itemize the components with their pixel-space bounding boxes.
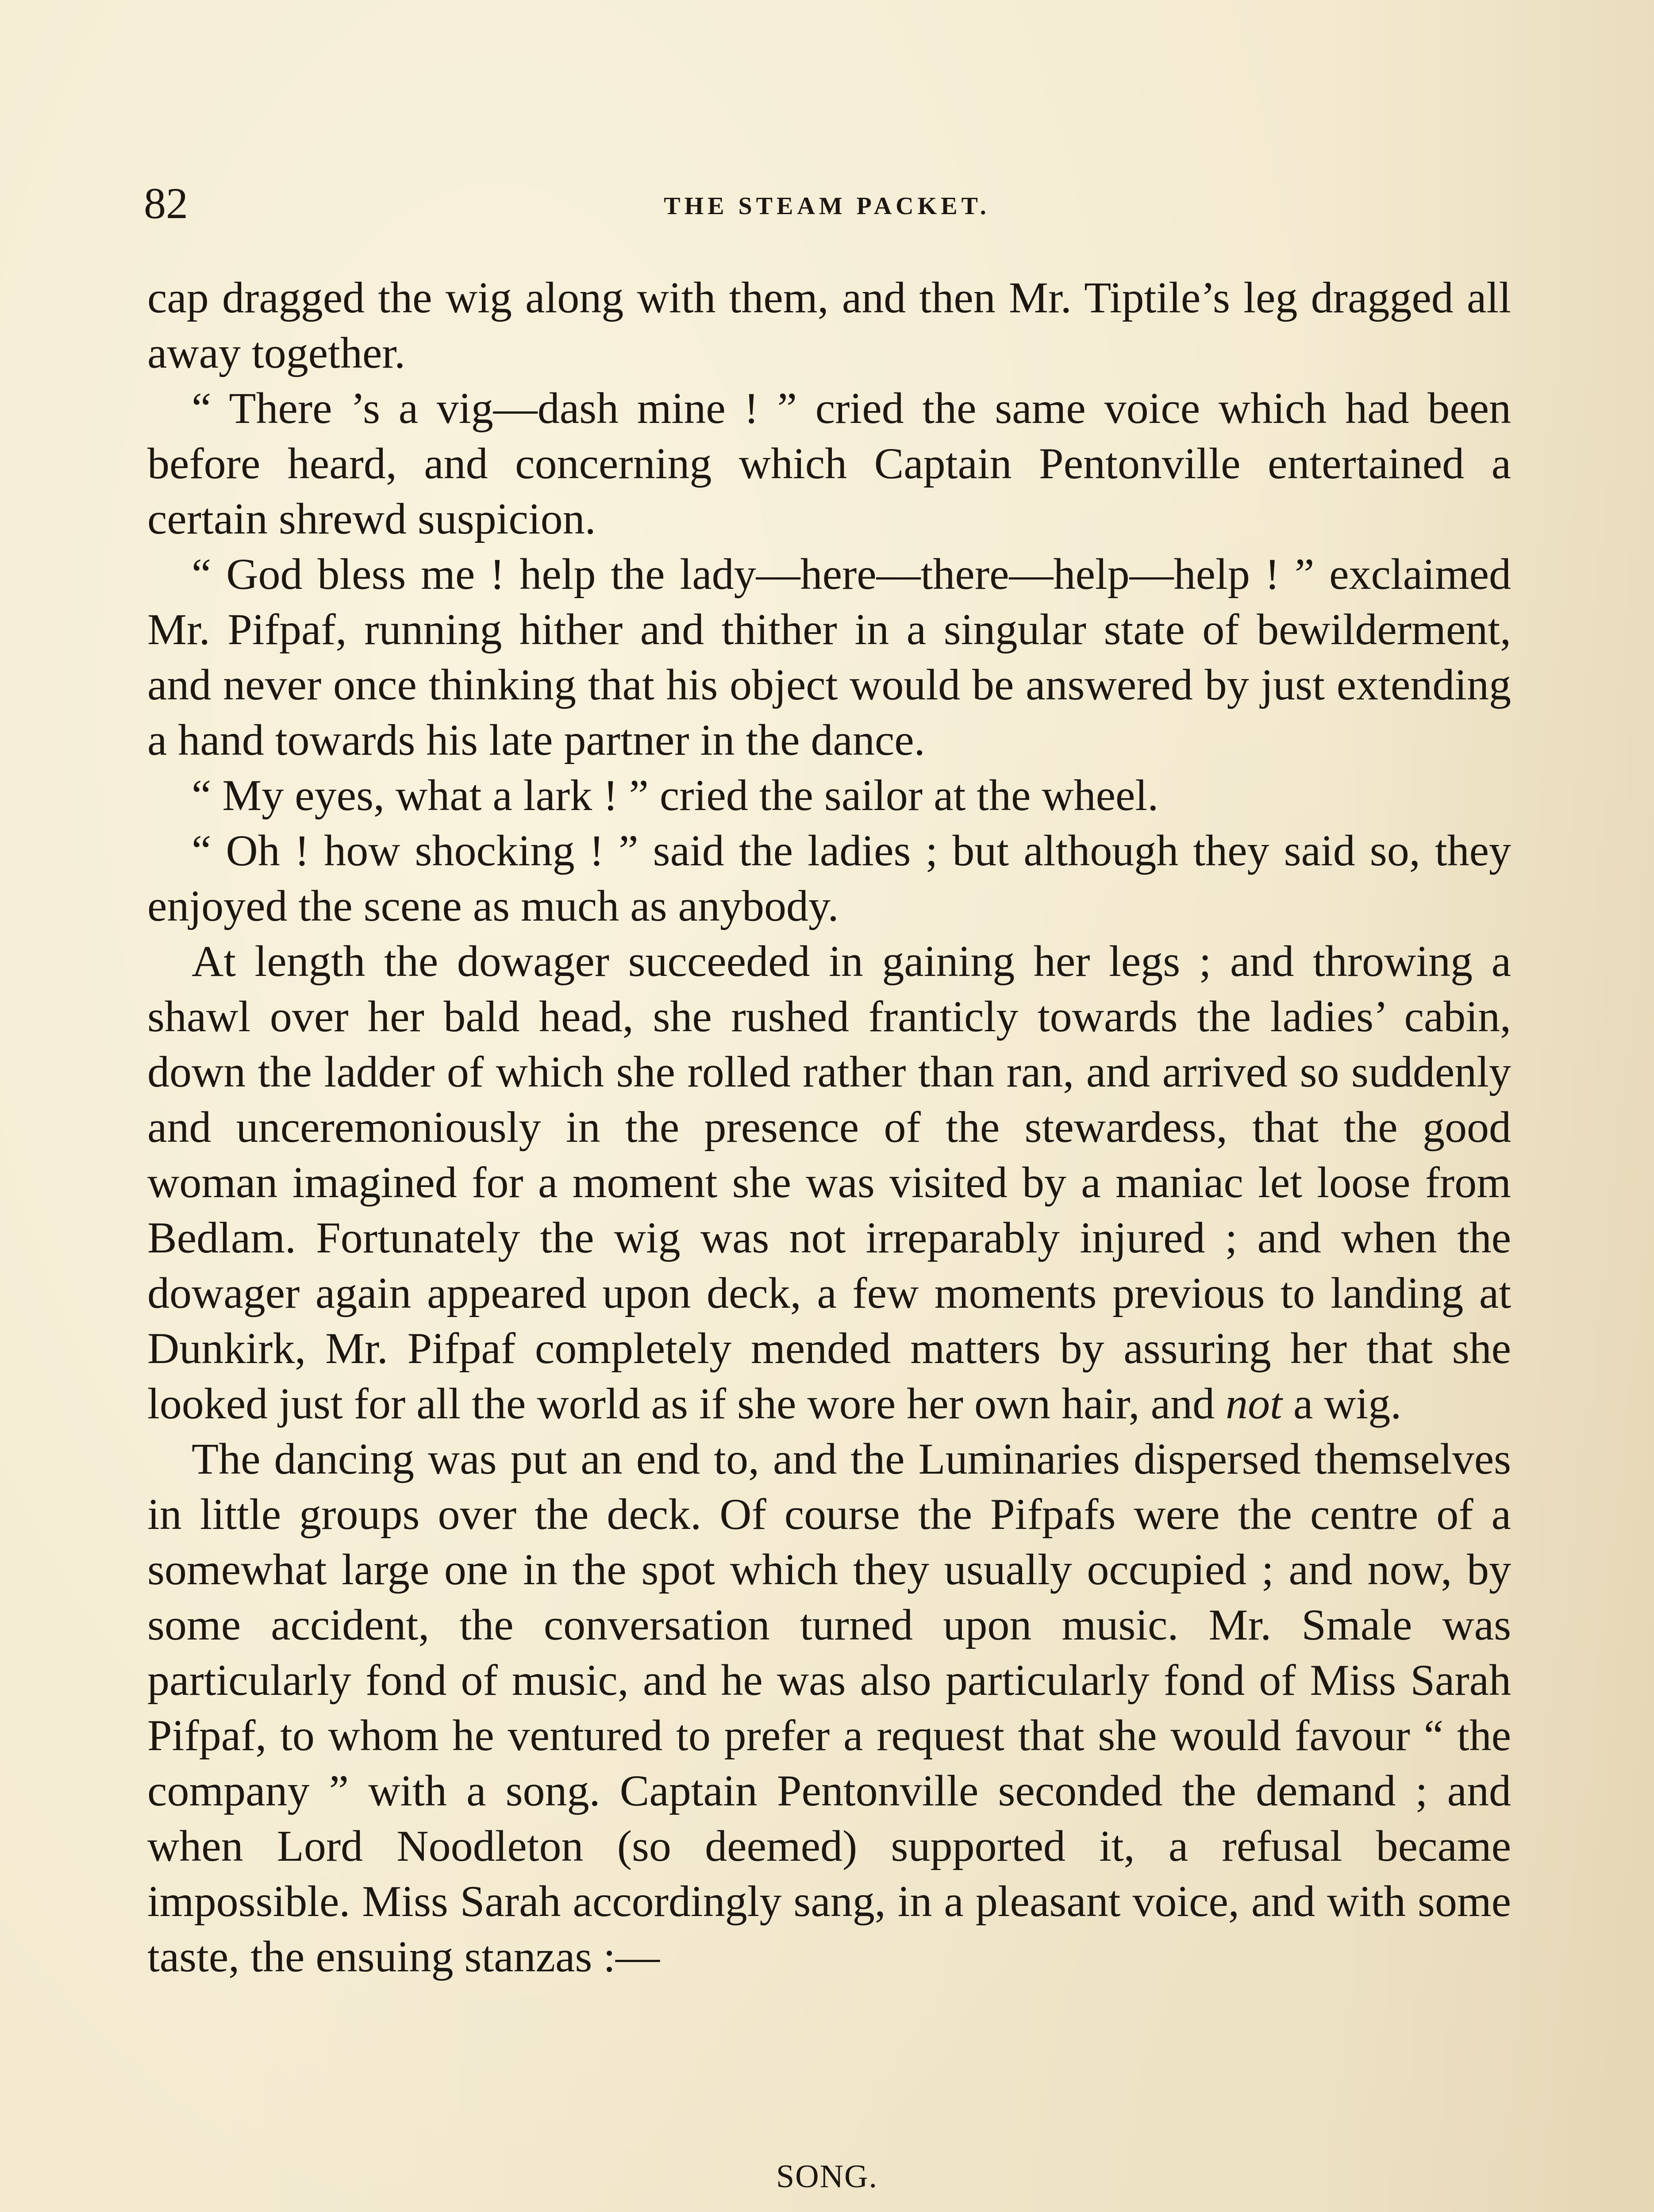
song-title: SONG.: [776, 2158, 878, 2195]
paragraph: “ There ’s a vig—dash mine ! ” cried the same voice which had been before heard, and concerning which Captain Pentonville entertained a certain shrewd suspicion.: [147, 384, 1511, 543]
paragraph: The dancing was put an end to, and the Luminaries dispersed themselves in little groups over the deck. Of course the Pifpafs were the centre of a somewhat large one in the spot which they usually occupied ; and now, by some accident, the conversation turned upon music. Mr. Smale was particularly fond of music, and he was also particularly fond of Miss Sarah Pifpaf, to whom he ventured to prefer a request that she would favour “ the company ” with a song. Captain Pentonville seconded the demand ; and when Lord Noodleton (so deemed) supported it, a refusal became impossible. Miss Sarah accordingly sang, in a pleasant voice, and with some taste, the ensuing stanzas :—: [147, 1434, 1511, 1981]
page-number: 82: [144, 179, 188, 228]
paragraph-text-end: a wig.: [1293, 1379, 1402, 1428]
running-head: THE STEAM PACKET.: [664, 192, 990, 220]
paragraph: “ Oh ! how shocking ! ” said the ladies ; but although they said so, they enjoyed the scene as much as anybody.: [147, 826, 1511, 930]
paragraph-text: At length the dowager succeeded in gaining her legs ; and throwing a shawl over her bald head, she rushed franticly towards the ladies’ cabin, down the ladder of which she rolled rather than ran, and arrived so suddenly and unceremoniously in the presence of the stewardess, that the good woman imagined for a moment she was visited by a maniac let loose from Bedlam. Fortunately the wig was not irreparably injured ; and when the dowager again appeared upon deck, a few moments previous to landing at Dunkirk, Mr. Pifpaf completely mended matters by assuring her that she looked just for all the world as if she wore her own hair, and: [147, 937, 1511, 1428]
page-header: [144, 177, 1510, 234]
paragraph: “ My eyes, what a lark ! ” cried the sailor at the wheel.: [192, 771, 1159, 820]
song: [0, 2159, 1654, 2194]
paragraph: cap dragged the wig along with them, and then Mr. Tiptile’s leg dragged all away together.: [147, 273, 1511, 377]
body-text: [147, 270, 1511, 1984]
paragraph: [147, 933, 1511, 1431]
paragraph: “ God bless me ! help the lady—here—there—help—help ! ” exclaimed Mr. Pifpaf, running hither and thither in a singular state of bewilderment, and never once thinking that his object would be answered by just extending a hand towards his late partner in the dance.: [147, 549, 1511, 764]
emphasis-not: not: [1226, 1379, 1282, 1428]
